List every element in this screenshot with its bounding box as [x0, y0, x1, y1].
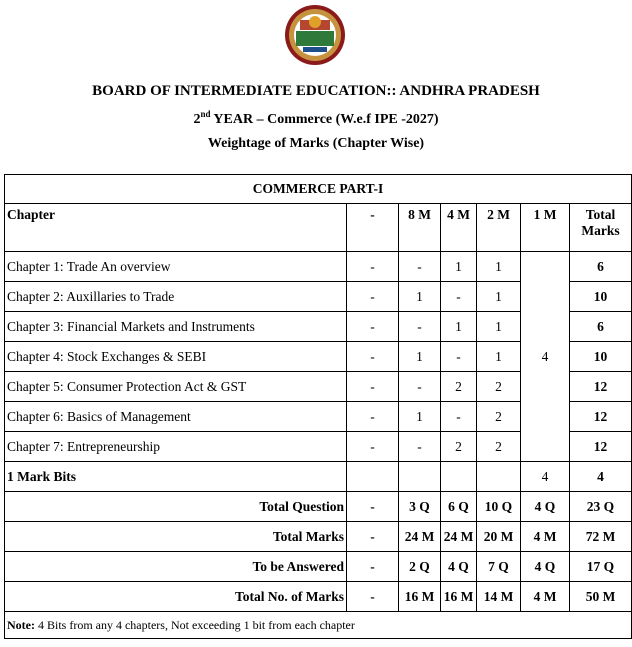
cell-total: 6	[570, 312, 632, 342]
weightage-table	[4, 174, 632, 639]
cell-8m: -	[399, 312, 441, 342]
cell-4m: 6 Q	[441, 492, 477, 522]
cell-1m-merged: 4	[521, 252, 570, 462]
table-title: COMMERCE PART-I	[5, 175, 632, 204]
cell-2m: 2	[477, 432, 521, 462]
chapter-name: Chapter 2: Auxillaries to Trade	[5, 282, 347, 312]
dash-cell: -	[347, 402, 399, 432]
note-label: Note:	[7, 617, 35, 632]
bits-1m: 4	[521, 462, 570, 492]
chapter-name: Chapter 1: Trade An overview	[5, 252, 347, 282]
cell-8m: 1	[399, 402, 441, 432]
cell-total: 12	[570, 372, 632, 402]
cell-4m: 1	[441, 312, 477, 342]
col-header-4m: 4 M	[441, 204, 477, 252]
dash-cell: -	[347, 432, 399, 462]
empty-cell	[441, 462, 477, 492]
summary-label: Total No. of Marks	[5, 582, 347, 612]
summary-row	[5, 492, 632, 522]
cell-8m: -	[399, 252, 441, 282]
table-row	[5, 252, 632, 282]
cell-2m: 2	[477, 372, 521, 402]
cell-total: 50 M	[570, 582, 632, 612]
cell-total: 23 Q	[570, 492, 632, 522]
cell-2m: 1	[477, 312, 521, 342]
bits-total: 4	[570, 462, 632, 492]
summary-row	[5, 522, 632, 552]
col-header-2m: 2 M	[477, 204, 521, 252]
cell-8m: -	[399, 432, 441, 462]
cell-total: 10	[570, 282, 632, 312]
weightage-subtitle: Weightage of Marks (Chapter Wise)	[207, 136, 425, 151]
cell-4m: -	[441, 282, 477, 312]
cell-2m: 1	[477, 342, 521, 372]
cell-total: 6	[570, 252, 632, 282]
cell-2m: 2	[477, 402, 521, 432]
cell-2m: 20 M	[477, 522, 521, 552]
col-header-dash: -	[347, 204, 399, 252]
cell-total: 72 M	[570, 522, 632, 552]
col-header-total: Total Marks	[570, 204, 632, 252]
summary-label: Total Marks	[5, 522, 347, 552]
empty-cell	[399, 462, 441, 492]
cell-4m: 4 Q	[441, 552, 477, 582]
dash-cell: -	[347, 282, 399, 312]
cell-2m: 1	[477, 252, 521, 282]
cell-2m: 14 M	[477, 582, 521, 612]
cell-total: 12	[570, 402, 632, 432]
cell-4m: 24 M	[441, 522, 477, 552]
cell-total: 17 Q	[570, 552, 632, 582]
cell-2m: 7 Q	[477, 552, 521, 582]
cell-8m: 1	[399, 342, 441, 372]
dash-cell: -	[347, 312, 399, 342]
summary-row	[5, 552, 632, 582]
cell-4m: -	[441, 342, 477, 372]
summary-label: Total Question	[5, 492, 347, 522]
cell-4m: 16 M	[441, 582, 477, 612]
dash-cell: -	[347, 522, 399, 552]
cell-1m: 4 Q	[521, 492, 570, 522]
cell-total: 12	[570, 432, 632, 462]
cell-8m: 24 M	[399, 522, 441, 552]
dash-cell: -	[347, 582, 399, 612]
chapter-name: Chapter 3: Financial Markets and Instruments	[5, 312, 347, 342]
note-row	[5, 612, 632, 639]
note-text: 4 Bits from any 4 chapters, Not exceeding 1 bit from each chapter	[34, 617, 355, 632]
chapter-name: Chapter 6: Basics of Management	[5, 402, 347, 432]
cell-total: 10	[570, 342, 632, 372]
cell-4m: 1	[441, 252, 477, 282]
board-title: BOARD OF INTERMEDIATE EDUCATION:: ANDHRA PRADESH	[92, 83, 540, 99]
empty-cell	[477, 462, 521, 492]
dash-cell: -	[347, 492, 399, 522]
dash-cell: -	[347, 372, 399, 402]
chapter-name: Chapter 5: Consumer Protection Act & GST	[5, 372, 347, 402]
note-cell	[5, 612, 632, 639]
cell-4m: -	[441, 402, 477, 432]
cell-2m: 10 Q	[477, 492, 521, 522]
cell-8m: 16 M	[399, 582, 441, 612]
col-header-1m: 1 M	[521, 204, 570, 252]
cell-8m: -	[399, 372, 441, 402]
board-emblem-logo	[284, 4, 346, 66]
cell-2m: 1	[477, 282, 521, 312]
dash-cell: -	[347, 252, 399, 282]
empty-cell	[347, 462, 399, 492]
cell-8m: 2 Q	[399, 552, 441, 582]
cell-4m: 2	[441, 372, 477, 402]
cell-1m: 4 Q	[521, 552, 570, 582]
chapter-name: Chapter 7: Entrepreneurship	[5, 432, 347, 462]
chapter-name: Chapter 4: Stock Exchanges & SEBI	[5, 342, 347, 372]
cell-8m: 3 Q	[399, 492, 441, 522]
bits-label: 1 Mark Bits	[5, 462, 347, 492]
col-header-8m: 8 M	[399, 204, 441, 252]
cell-1m: 4 M	[521, 522, 570, 552]
dash-cell: -	[347, 342, 399, 372]
year-title: 2nd YEAR – Commerce (W.e.f IPE -2027)	[193, 109, 439, 127]
table-row	[5, 462, 632, 492]
col-header-chapter: Chapter	[5, 204, 347, 252]
summary-row	[5, 582, 632, 612]
summary-label: To be Answered	[5, 552, 347, 582]
cell-8m: 1	[399, 282, 441, 312]
cell-1m: 4 M	[521, 582, 570, 612]
cell-4m: 2	[441, 432, 477, 462]
dash-cell: -	[347, 552, 399, 582]
